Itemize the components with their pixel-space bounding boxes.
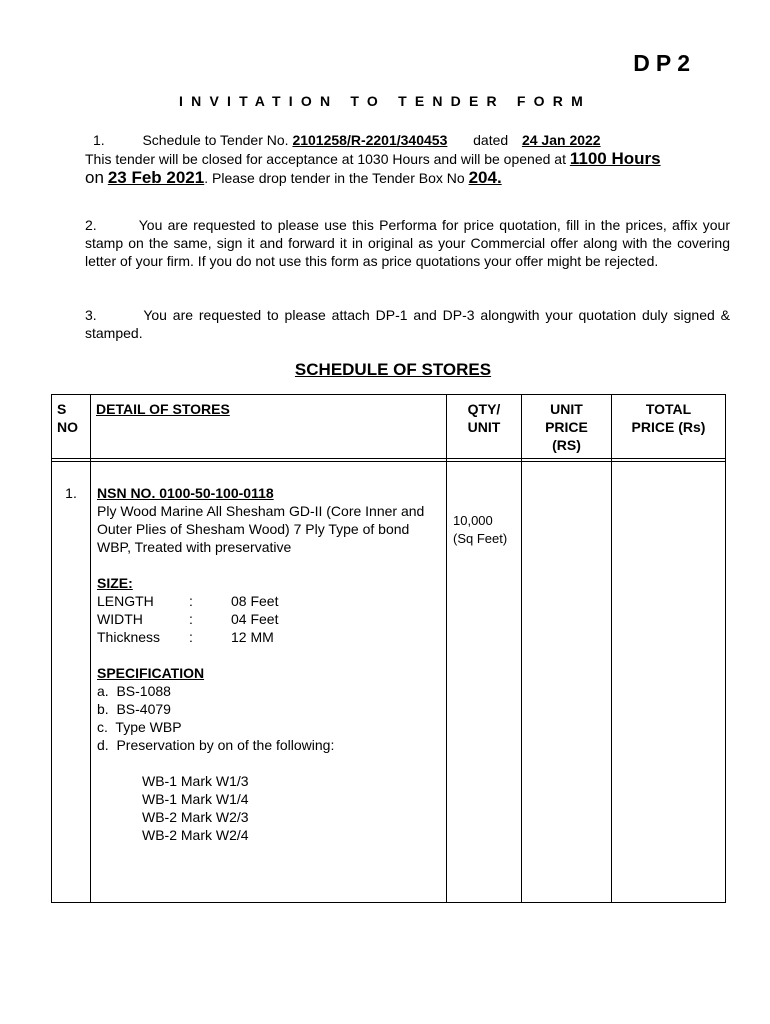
nsn-number: NSN NO. 0100-50-100-0118 [97, 485, 274, 501]
wb-mark: WB-2 Mark W2/4 [142, 827, 249, 843]
wb-mark: WB-1 Mark W1/3 [142, 773, 249, 789]
paragraph-1 [85, 131, 730, 187]
document-code: DP2 [633, 50, 696, 76]
tender-number: 2101258/R-2201/340453 [292, 132, 448, 148]
form-title: INVITATION TO TENDER FORM [179, 93, 591, 109]
row-sno: 1. [52, 462, 91, 903]
specification-label: SPECIFICATION [97, 665, 205, 681]
para1-text-c: . Please drop tender in the Tender Box No [204, 170, 465, 186]
table-header-row [52, 395, 726, 459]
header-sno: S NO [52, 395, 91, 459]
size-width: WIDTH : 04 Feet [97, 611, 279, 627]
spec-item: d. Preservation by on of the following: [97, 737, 335, 753]
row-detail [91, 462, 447, 903]
dated-label: dated [473, 132, 509, 148]
spec-item: a. BS-1088 [97, 683, 171, 699]
size-block [97, 574, 440, 646]
header-total-price: TOTAL PRICE (Rs) [612, 395, 726, 459]
size-label: SIZE: [97, 575, 133, 591]
wb-mark: WB-2 Mark W2/3 [142, 809, 249, 825]
tender-date: 24 Jan 2022 [521, 132, 601, 148]
header-unit-price: UNIT PRICE (RS) [522, 395, 612, 459]
schedule-heading: SCHEDULE OF STORES [294, 360, 492, 379]
open-time: 1100 Hours [569, 149, 661, 168]
row-unit-price[interactable] [522, 462, 612, 903]
open-date: 23 Feb 2021 [107, 168, 205, 187]
on-word: on [85, 168, 104, 187]
para1-text-b: This tender will be closed for acceptance at 1030 Hours and will be opened at [85, 151, 566, 167]
paragraph-3: 3. You are requested to please attach DP-1 and DP-3 alongwith your quotation duly signed & stamped. [85, 307, 734, 341]
table-row [52, 462, 726, 903]
para1-text-a: Schedule to Tender No. [142, 132, 289, 148]
tender-box-number: 204. [468, 168, 502, 187]
row-qty: 10,000 (Sq Feet) [447, 462, 522, 903]
size-thickness: Thickness : 12 MM [97, 629, 274, 645]
wb-mark: WB-1 Mark W1/4 [142, 791, 249, 807]
specification-block [97, 664, 440, 754]
wb-marks [97, 772, 440, 844]
item-description: Ply Wood Marine All Shesham GD-II (Core Inner and Outer Plies of Shesham Wood) 7 Ply Type of bond WBP, Treated with preservative [97, 503, 425, 555]
row-total-price[interactable] [612, 462, 726, 903]
paragraph-2: 2. You are requested to please use this Performa for price quotation, fill in the prices, affix your stamp on the same, sign it and forward it in original as your Commercial offer along with the covering letter of your firm. If you do not use this form as price quotations your offer might be rejected. [85, 217, 734, 269]
header-detail: DETAIL OF STORES [91, 395, 447, 459]
para1-number: 1. [93, 132, 105, 148]
spec-item: b. BS-4079 [97, 701, 171, 717]
schedule-table [51, 394, 726, 903]
header-qty: QTY/ UNIT [447, 395, 522, 459]
spec-item: c. Type WBP [97, 719, 182, 735]
size-length: LENGTH : 08 Feet [97, 593, 279, 609]
